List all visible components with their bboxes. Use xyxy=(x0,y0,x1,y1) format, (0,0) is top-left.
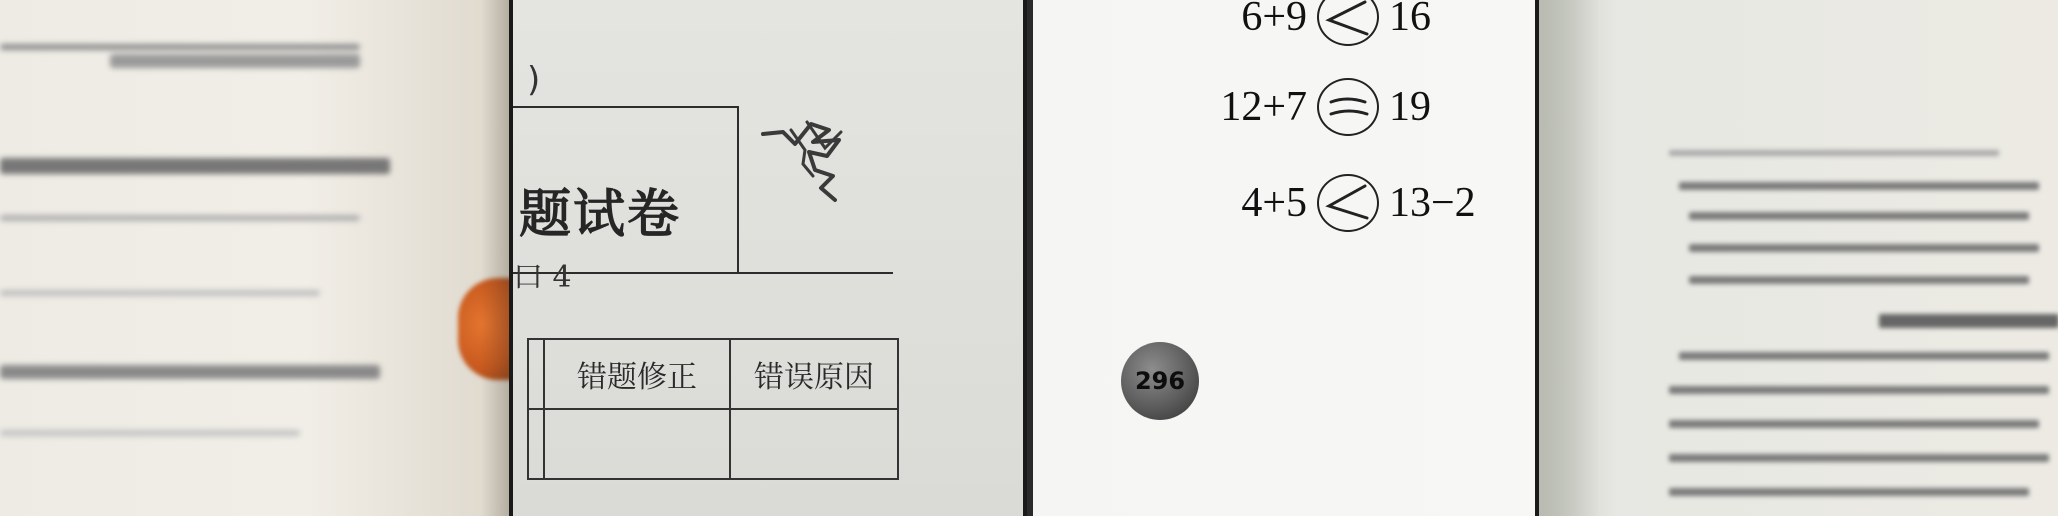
blurred-text-lines xyxy=(0,0,509,516)
table-header-correction: 错题修正 xyxy=(544,339,730,409)
comparison-lhs: 4+5 xyxy=(1241,180,1307,226)
handwritten-date: 口 4 xyxy=(513,260,572,295)
pen-scribble xyxy=(743,104,873,214)
number-badge: 296 xyxy=(1121,342,1199,420)
comparison-circle xyxy=(1317,0,1379,46)
math-comparison-panel xyxy=(1027,0,1535,516)
page-edge-shadow xyxy=(481,0,509,516)
comparison-row xyxy=(1215,0,1431,52)
comparison-circle xyxy=(1317,174,1379,232)
comparison-lhs: 6+9 xyxy=(1241,0,1307,40)
parenthesis-text: ) xyxy=(527,60,541,100)
table-cell xyxy=(528,409,544,479)
less-than-icon xyxy=(1319,0,1377,44)
comparison-circle xyxy=(1317,78,1379,136)
comparison-rhs: 19 xyxy=(1389,84,1431,130)
comparison-lhs: 12+7 xyxy=(1220,84,1307,130)
comparison-row xyxy=(1215,168,1476,238)
comparison-rhs: 13−2 xyxy=(1389,180,1476,226)
table-cell xyxy=(544,409,730,479)
test-paper-title: 题试卷 xyxy=(519,184,682,245)
table-cell xyxy=(528,339,544,409)
blurry-book-panel xyxy=(1539,0,2058,516)
comparison-row xyxy=(1215,72,1431,142)
equals-icon xyxy=(1319,80,1377,134)
table-cell xyxy=(730,409,898,479)
comparison-rhs: 16 xyxy=(1389,0,1431,40)
blurred-book-lines xyxy=(1539,0,2058,516)
blurry-page-panel xyxy=(0,0,509,516)
table-header-reason: 错误原因 xyxy=(730,339,898,409)
table-header-row xyxy=(528,339,898,409)
less-than-icon xyxy=(1319,176,1377,230)
correction-table xyxy=(527,338,899,480)
test-paper-panel xyxy=(513,0,1023,516)
table-row xyxy=(528,409,898,479)
